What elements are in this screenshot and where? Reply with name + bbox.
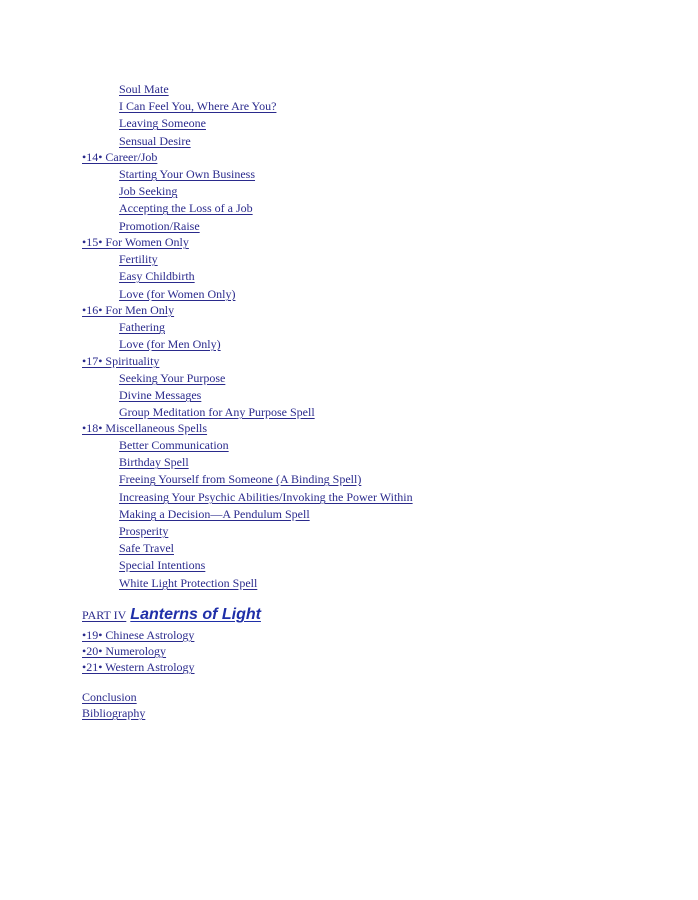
toc-link-chapter-14[interactable]: •14• Career/Job <box>82 150 158 164</box>
toc-link-i-can-feel-you[interactable]: I Can Feel You, Where Are You? <box>119 99 277 113</box>
toc-link-easy-childbirth[interactable]: Easy Childbirth <box>119 269 195 283</box>
part-title: Lanterns of Light <box>130 606 261 623</box>
toc-link-loss-of-job[interactable]: Accepting the Loss of a Job <box>119 201 253 215</box>
toc-link-chapter-17[interactable]: •17• Spirituality <box>82 354 160 368</box>
toc-link-fathering[interactable]: Fathering <box>119 320 165 334</box>
toc-link-leaving-someone[interactable]: Leaving Someone <box>119 116 206 130</box>
toc-link-starting-business[interactable]: Starting Your Own Business <box>119 167 256 181</box>
toc-link-psychic-abilities[interactable]: Increasing Your Psychic Abilities/Invoking the Power Within <box>119 490 413 504</box>
toc-link-group-meditation[interactable]: Group Meditation for Any Purpose Spell <box>119 405 315 419</box>
toc-link-fertility[interactable]: Fertility <box>119 252 158 266</box>
toc-link-safe-travel[interactable]: Safe Travel <box>119 541 174 555</box>
toc-link-pendulum-spell[interactable]: Making a Decision—A Pendulum Spell <box>119 507 310 521</box>
toc-link-chapter-21[interactable]: •21• Western Astrology <box>82 660 195 674</box>
toc-link-chapter-16[interactable]: •16• For Men Only <box>82 303 175 317</box>
toc-link-divine-messages[interactable]: Divine Messages <box>119 388 202 402</box>
toc-link-better-communication[interactable]: Better Communication <box>119 438 229 452</box>
toc-link-sensual-desire[interactable]: Sensual Desire <box>119 134 191 148</box>
toc-link-chapter-15[interactable]: •15• For Women Only <box>82 235 189 249</box>
toc-link-soul-mate[interactable]: Soul Mate <box>119 82 169 96</box>
toc-link-binding-spell[interactable]: Freeing Yourself from Someone (A Binding Spell) <box>119 472 362 486</box>
toc-link-chapter-20[interactable]: •20• Numerology <box>82 644 167 658</box>
toc-link-white-light[interactable]: White Light Protection Spell <box>119 576 258 590</box>
toc-link-bibliography[interactable]: Bibliography <box>82 706 146 720</box>
toc-link-seeking-purpose[interactable]: Seeking Your Purpose <box>119 371 226 385</box>
toc-link-love-women[interactable]: Love (for Women Only) <box>119 287 236 301</box>
part-prefix: PART IV <box>82 608 127 622</box>
part-heading[interactable] <box>82 606 261 624</box>
toc-link-love-men[interactable]: Love (for Men Only) <box>119 337 221 351</box>
toc-link-chapter-18[interactable]: •18• Miscellaneous Spells <box>82 421 208 435</box>
toc-link-conclusion[interactable]: Conclusion <box>82 690 137 704</box>
toc-link-birthday-spell[interactable]: Birthday Spell <box>119 455 189 469</box>
toc-link-special-intentions[interactable]: Special Intentions <box>119 558 206 572</box>
toc-link-job-seeking[interactable]: Job Seeking <box>119 184 178 198</box>
toc-link-prosperity[interactable]: Prosperity <box>119 524 169 538</box>
toc-link-chapter-19[interactable]: •19• Chinese Astrology <box>82 628 195 642</box>
toc-link-promotion-raise[interactable]: Promotion/Raise <box>119 219 200 233</box>
